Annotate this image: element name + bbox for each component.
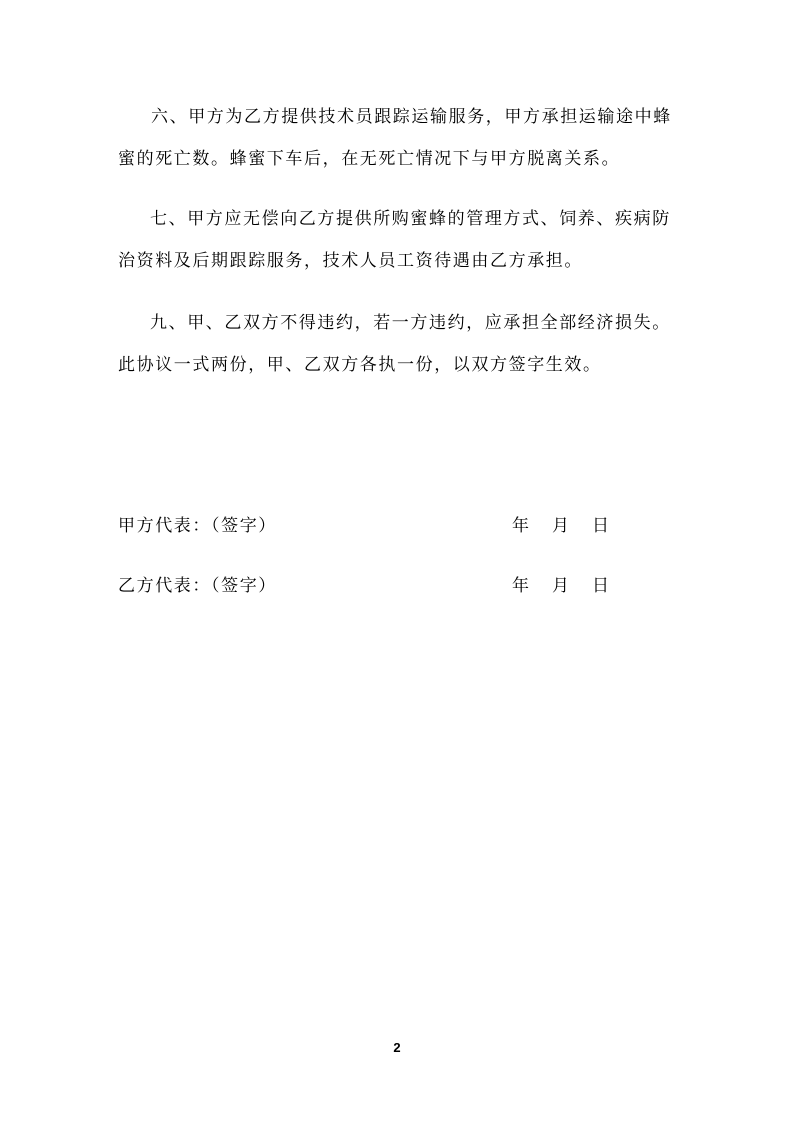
clause-7-line-2: 治资料及后期跟踪服务，技术人员工资待遇由乙方承担。 (118, 251, 583, 271)
clause-7-line-1: 七、甲方应无偿向乙方提供所购蜜蜂的管理方式、饲养、疾病防 (150, 209, 671, 229)
clause-9-line-2: 此协议一式两份，甲、乙双方各执一份，以双方签字生效。 (118, 355, 602, 375)
party-b-date-day: 日 (592, 576, 609, 596)
clause-6-line-1: 六、甲方为乙方提供技术员跟踪运输服务，甲方承担运输途中蜂 (151, 107, 672, 127)
party-a-date-year: 年 (512, 516, 529, 536)
party-a-date-month: 月 (552, 516, 569, 536)
party-b-date-year: 年 (512, 576, 529, 596)
party-b-date-month: 月 (552, 576, 569, 596)
party-b-signature-label: 乙方代表：（签字） (118, 576, 277, 596)
party-a-signature-label: 甲方代表：（签字） (118, 516, 277, 536)
clause-6-line-2: 蜜的死亡数。蜂蜜下车后，在无死亡情况下与甲方脱离关系。 (118, 149, 621, 169)
clause-9-line-1: 九、甲、乙双方不得违约，若一方违约，应承担全部经济损失。 (150, 313, 671, 333)
page-number: 2 (393, 1040, 401, 1055)
party-a-date-day: 日 (592, 516, 609, 536)
